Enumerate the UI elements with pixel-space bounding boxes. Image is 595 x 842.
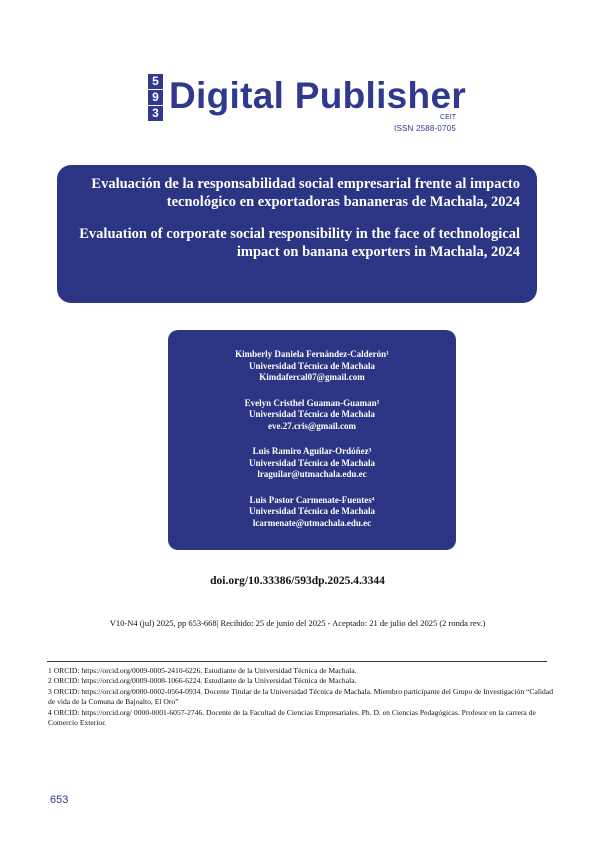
logo-digit-9: 9 xyxy=(148,90,163,105)
author-name: Evelyn Cristhel Guaman-Guaman² xyxy=(244,397,380,408)
author-email[interactable]: lcarmenate@utmachala.edu.ec xyxy=(252,517,372,528)
issn: ISSN 2588-0705 xyxy=(394,124,456,133)
author-block xyxy=(168,349,456,384)
author-affiliation: Universidad Técnica de Machala xyxy=(248,360,376,371)
doi-link[interactable]: doi.org/10.33386/593dp.2025.4.3344 xyxy=(210,575,385,587)
footnote-divider xyxy=(47,661,547,662)
publication-meta: V10-N4 (jul) 2025, pp 653-668| Recibido: 25 de junio del 2025 - Aceptado: 21 de julio del 2025 (2 ronda rev.) xyxy=(109,618,486,628)
footnote-1: 1 ORCID: https://orcid.org/0009-0005-2410-6226. Estudiante de la Universidad Técnica de Machala. xyxy=(48,666,357,675)
logo-digit-5: 5 xyxy=(148,74,163,89)
author-name: Luis Pastor Carmenate-Fuentes⁴ xyxy=(249,494,375,505)
title-spanish: Evaluación de la responsabilidad social empresarial frente al impacto tecnológico en exportadoras bananeras de Machala, 2024 xyxy=(91,176,520,210)
author-name: Kimberly Daniela Fernández-Calderón¹ xyxy=(235,349,389,359)
author-affiliation: Universidad Técnica de Machala xyxy=(248,409,376,419)
page-number: 653 xyxy=(50,794,69,806)
author-block xyxy=(168,495,456,530)
journal-logo xyxy=(148,74,467,136)
title-box xyxy=(57,165,537,303)
author-name: Luis Ramiro Aguilar-Ordóñez³ xyxy=(252,446,372,456)
authors-box xyxy=(168,330,456,550)
author-email[interactable]: lraguilar@utmachala.edu.ec xyxy=(257,469,367,479)
logo-digits xyxy=(148,74,164,122)
footnotes xyxy=(48,666,553,728)
footnote-3: 3 ORCID: https://orcid.org/0000-0002-0564-0934. Docente Titular de la Universidad Técnica de Machala. Miembro participante del Grupo de Investigación “Calidad de vida de la Comuna de Bajoalto, El Oro” xyxy=(48,686,554,707)
author-affiliation: Universidad Técnica de Machala xyxy=(248,457,376,468)
logo-sub: CEIT xyxy=(440,114,456,121)
title-english: Evaluation of corporate social responsibility in the face of technological impact on banana exporters in Machala, 2024 xyxy=(79,226,520,260)
logo-wordmark: Digital Publisher xyxy=(169,75,467,116)
author-email[interactable]: Kimdafercal07@gmail.com xyxy=(259,372,365,382)
logo-digit-3: 3 xyxy=(148,106,163,121)
author-email[interactable]: eve.27.cris@gmail.com xyxy=(267,420,357,431)
footnote-4: 4 ORCID: https://orcid.org/ 0000-0001-6057-2746. Docente de la Facultad de Ciencias Empresariales. Ph. D. en Ciencias Pedagógicas. Profesor en la carrera de Comercio Exterior. xyxy=(48,707,536,728)
footnote-2: 2 ORCID: https://orcid.org/0009-0008-1066-6224. Estudiante de la Universidad Técnica de Machala. xyxy=(48,676,357,686)
author-affiliation: Universidad Técnica de Machala xyxy=(248,506,376,516)
author-block xyxy=(168,446,456,481)
author-block xyxy=(168,398,456,433)
